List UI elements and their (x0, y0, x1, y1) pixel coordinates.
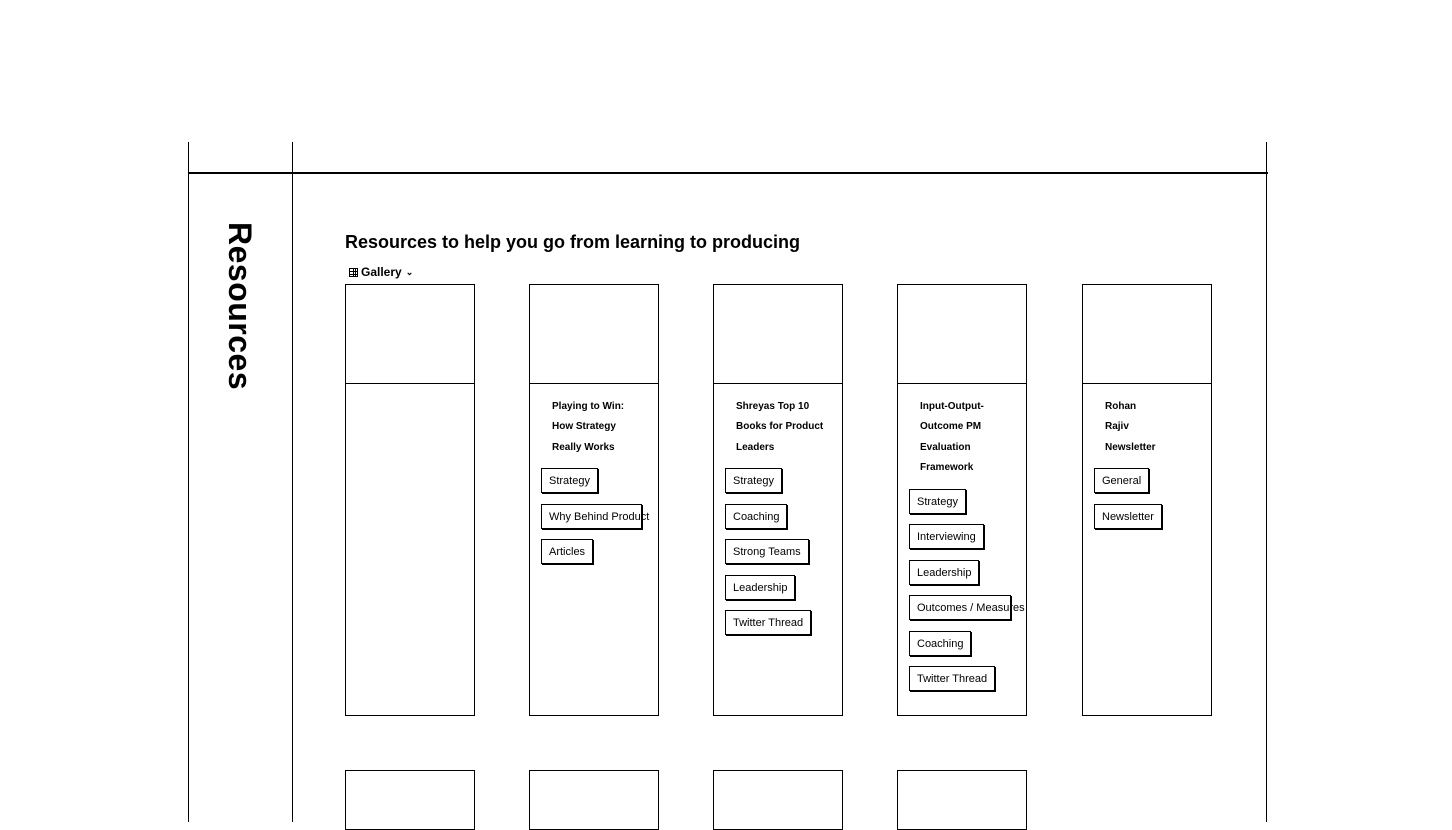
gallery-card[interactable] (345, 284, 475, 716)
tag: Strategy (541, 468, 598, 493)
card-title: Shreyas Top 10 Books for Product Leaders (736, 401, 824, 453)
column-divider (292, 142, 293, 822)
tag: Articles (541, 539, 593, 564)
card-cover (714, 285, 842, 384)
tag: Coaching (909, 631, 971, 656)
tag: General (1094, 468, 1149, 493)
chevron-down-icon: ⌄ (405, 266, 414, 277)
left-border (188, 142, 189, 822)
tag: Why Behind Product (541, 504, 642, 529)
tag: Leadership (909, 560, 979, 585)
card-tags (1083, 458, 1211, 539)
tag: Twitter Thread (725, 610, 811, 635)
card-title (346, 384, 474, 397)
gallery-card[interactable] (897, 284, 1027, 716)
card-cover (346, 285, 474, 384)
tag: Newsletter (1094, 504, 1162, 529)
tag: Twitter Thread (909, 666, 995, 691)
right-border (1266, 142, 1267, 822)
card-cover (1083, 285, 1211, 384)
card-cover (530, 285, 658, 384)
gallery-card[interactable] (713, 284, 843, 716)
gallery-card[interactable] (529, 770, 659, 830)
card-title: Rohan Rajiv Newsletter (1105, 401, 1156, 453)
gallery-card[interactable] (1082, 284, 1212, 716)
gallery-card[interactable] (529, 284, 659, 716)
card-tags (530, 458, 658, 575)
tag: Strong Teams (725, 539, 809, 564)
gallery-card[interactable] (897, 770, 1027, 830)
view-switcher[interactable] (349, 265, 413, 279)
card-title: Input-Output-Outcome PM Evaluation Framework (920, 401, 984, 474)
card-tags (898, 479, 1026, 702)
card-cover (898, 285, 1026, 384)
gallery-card[interactable] (345, 770, 475, 830)
row-divider (188, 172, 1268, 174)
section-label: Resources (222, 222, 258, 391)
card-title: Playing to Win: How Strategy Really Works (552, 401, 625, 453)
view-label: Gallery (361, 265, 402, 279)
card-tags (714, 458, 842, 646)
database-title[interactable]: Resources to help you go from learning to producing (345, 232, 801, 252)
table-grid-icon (349, 268, 358, 277)
tag: Strategy (909, 489, 966, 514)
tag: Leadership (725, 575, 795, 600)
tag: Interviewing (909, 524, 984, 549)
tag: Coaching (725, 504, 787, 529)
tag: Outcomes / Measures (909, 595, 1011, 620)
gallery-card[interactable] (713, 770, 843, 830)
tag: Strategy (725, 468, 782, 493)
section-label-container (190, 174, 292, 822)
